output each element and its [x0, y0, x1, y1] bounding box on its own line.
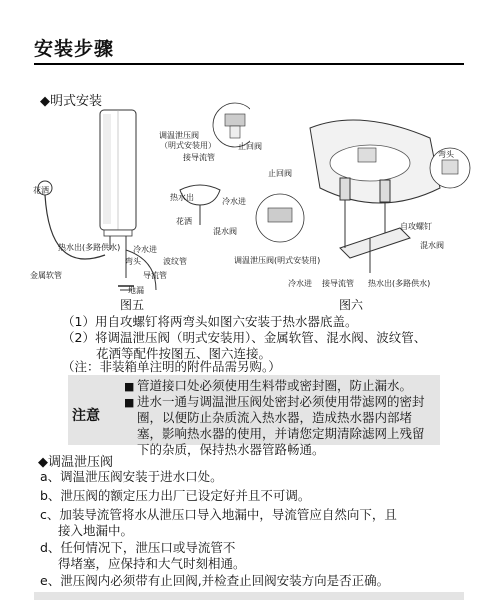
footer-bar	[34, 592, 464, 600]
label-drain-pipe: 接导流管	[183, 153, 215, 162]
label-valve-note: （明式安装用）	[160, 141, 216, 150]
section-heading-text: 调温泄压阀	[48, 455, 114, 470]
valve-item-a: a、调温泄压阀安装于进水口处。	[40, 469, 223, 484]
fig6-label-drain-pipe: 接导流管	[322, 279, 354, 288]
label-hot-out: 热水出	[170, 193, 194, 202]
fig6-label-check-valve: 止回阀	[268, 169, 292, 178]
figure5-caption: 图五	[120, 298, 145, 312]
label-bellows: 波纹管	[163, 257, 187, 266]
square-bullet-icon: ■	[124, 396, 135, 409]
step-2-cont: 花洒等配件按图五、图六连接。	[96, 346, 272, 361]
label-elbow: 弯头	[125, 257, 141, 266]
section-heading-valve	[38, 451, 113, 470]
valve-item-b: b、泄压阀的额定压力出厂已设定好并且不可调。	[40, 488, 311, 503]
figure5-illustration	[30, 100, 250, 305]
footnote: （注：非装箱单注明的附件品需另购。）	[62, 359, 281, 374]
label-hot-out-multi: 热水出(多路供水)	[58, 243, 121, 252]
label-hose: 金属软管	[30, 271, 62, 280]
valve-item-c: c、加装导流管将水从泄压口导入地漏中，导流管应自然向下，且	[40, 507, 397, 522]
note-item: ■ 进水一通与调温泄压阀处密封必须使用带滤网的密封圈，以便防止杂质流入热水器，造成热水器内部堵塞，影响热水器的使用，并请您定期清除滤网上残留下的杂质，保持热水器管路畅通。	[124, 394, 425, 457]
label-cold-in2: 冷水进	[133, 245, 157, 254]
label-shower-small: 花洒	[176, 217, 192, 226]
figure6-illustration	[250, 108, 475, 308]
step-1: （1）用自攻螺钉将两弯头如图六安装于热水器底盖。	[62, 314, 358, 329]
fig6-label-valve-note: 调温泄压阀(明式安装用)	[234, 256, 321, 265]
fig6-label-self-tap: 自攻螺钉	[400, 222, 432, 231]
fig6-label-hot-out-multi: 热水出(多路供水)	[368, 279, 431, 288]
diamond-bullet-icon: ◆	[40, 94, 50, 109]
diamond-bullet-icon: ◆	[38, 455, 48, 470]
fig6-label-elbow: 弯头	[438, 150, 454, 159]
note-list	[124, 378, 436, 458]
step-2: （2）将调温泄压阀（明式安装用）、金属软管、混水阀、波纹管、	[62, 330, 427, 345]
title-rule	[34, 63, 464, 65]
page-title: 安装步骤	[34, 38, 115, 60]
square-bullet-icon: ■	[124, 380, 135, 393]
valve-item-d-cont: 得堵塞，应保持和大气时刻相通。	[58, 556, 246, 571]
valve-item-e: e、泄压阀内必须带有止回阀,并检查止回阀安装方向是否正确。	[40, 573, 390, 588]
note-item: ■ 管道接口处必须使用生料带或密封圈，防止漏水。	[124, 378, 413, 393]
figure6-caption: 图六	[339, 298, 364, 312]
label-shower: 花洒	[33, 186, 49, 195]
label-guide-pipe: 导流管	[143, 271, 167, 280]
section-heading-text: 明式安装	[50, 94, 103, 109]
label-mixer: 混水阀	[213, 227, 237, 236]
note-key: 注意	[72, 408, 100, 424]
fig6-label-cold-in: 冷水进	[288, 279, 312, 288]
valve-item-d: d、任何情况下，泄压口或导流管不	[40, 540, 236, 555]
label-check-valve: 止回阀	[238, 142, 262, 151]
label-cold-in: 冷水进	[222, 197, 246, 206]
valve-item-c-cont: 接入地漏中。	[58, 523, 134, 538]
fig6-label-mixer: 混水阀	[420, 241, 444, 250]
label-valve: 调温泄压阀	[159, 131, 199, 140]
label-floor-drain: 地漏	[128, 286, 144, 295]
